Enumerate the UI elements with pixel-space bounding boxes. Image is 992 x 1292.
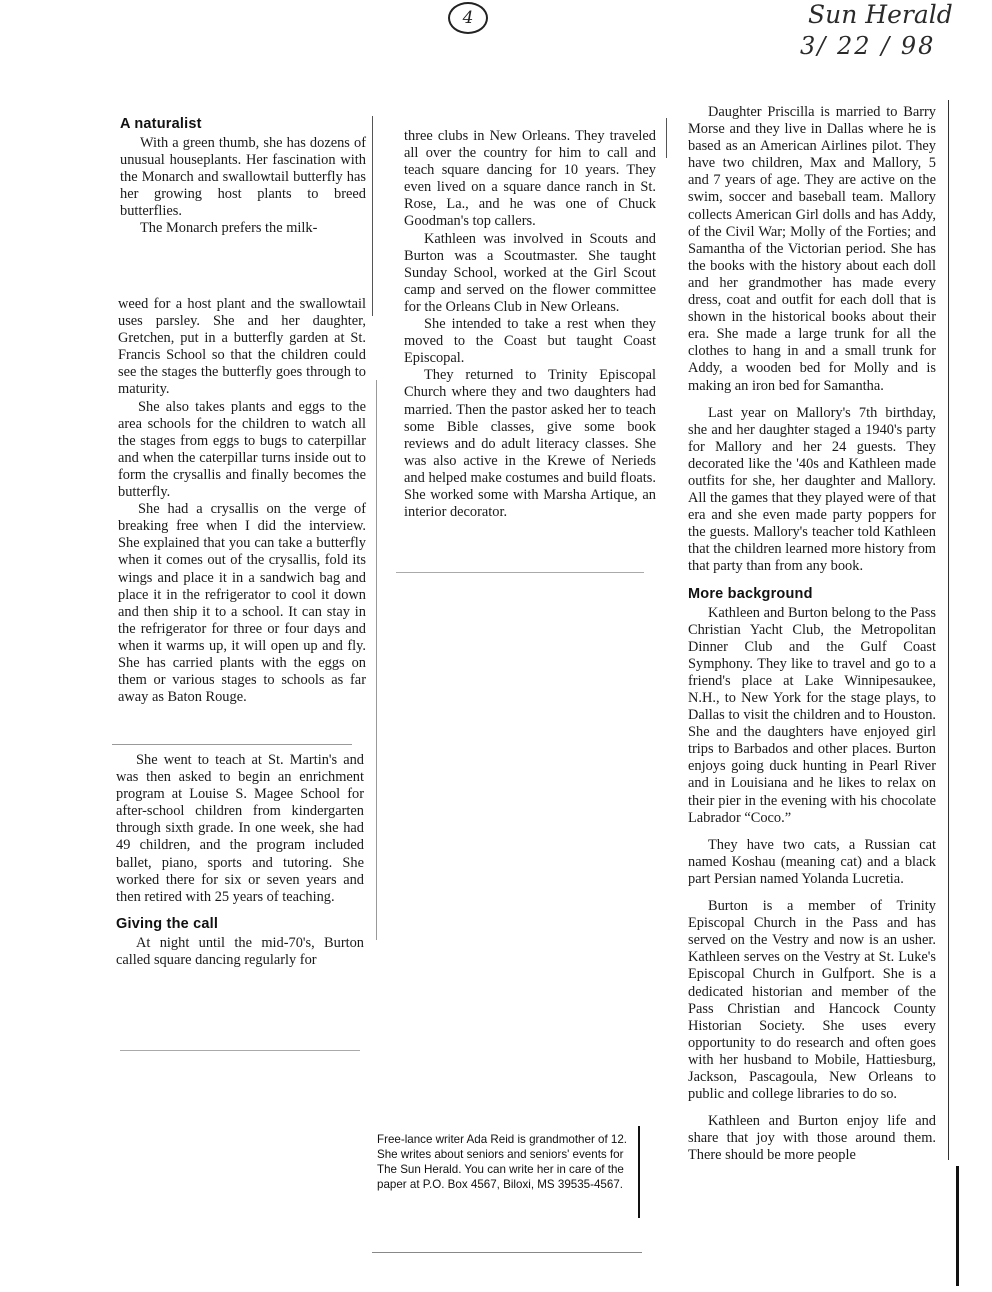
- column-1: [120, 116, 366, 238]
- column-1-continued: [118, 296, 366, 706]
- paragraph: Burton is a member of Trinity Episcopal Church in the Pass and has served on the Vestry and now is an usher. Kathleen serves on the Vestry at St. Luke's Episcopal Church in Gulfport. She is a dedicated historian and member of the Pass Christian and Hancock County Historian Society. She uses every opportunity to do research and often goes with her husband to Mobile, Hattiesburg, Jackson, Pascagoula, New Orleans to public and college libraries to do so.: [688, 898, 936, 1103]
- column-1-lower: [116, 752, 364, 969]
- paragraph: She also takes plants and eggs to the area schools for the children to watch all the stages from eggs to bugs to caterpillar and when the caterpillar turns inside out to form the crysallis and finally becomes the butterfly.: [118, 398, 366, 501]
- clipping-edge: [112, 744, 352, 745]
- paragraph: weed for a host plant and the swallowtail uses parsley. She and her daughter, Gretchen, put in a butterfly garden at St. Francis School so that the children could see the stages the butterfly goes through to maturity.: [118, 296, 366, 398]
- paragraph: She intended to take a rest when they moved to the Coast but taught Coast Episcopal.: [404, 316, 656, 367]
- page-number-circle: [448, 2, 488, 34]
- handwritten-date: 3/ 22 / 98: [800, 32, 936, 60]
- paragraph: She went to teach at St. Martin's and was then asked to begin an enrichment program at Louise S. Magee School for after-school children from kindergarten through sixth grade. In one week, she had 49 children, and the program included ballet, piano, sports and tutoring. She worked there for six or seven years and then retired with 25 years of teaching.: [116, 752, 364, 905]
- column-rule: [372, 116, 373, 316]
- column-3: [688, 104, 936, 1164]
- bio-rule: [638, 1126, 640, 1218]
- clipping-edge: [396, 572, 644, 573]
- paragraph: They have two cats, a Russian cat named Koshau (meaning cat) and a black part Persian named Yolanda Lucretia.: [688, 836, 936, 887]
- column-rule: [376, 380, 377, 940]
- clipping-edge: [120, 1050, 360, 1051]
- paragraph: Kathleen and Burton belong to the Pass Christian Yacht Club, the Metropolitan Dinner Club and the Gulf Coast Symphony. They like to travel and go to a friend's place at Lake Winnipesaukee, N.H., to New York for the stage plays, to Dallas to visit the children and to Houston. She and the daughters have enjoyed girl trips to Barbados and other places. Burton enjoys going duck hunting in Pearl River and in Louisiana and he likes to relax on their pier in the evening with his chocolate Labrador “Coco.”: [688, 604, 936, 826]
- column-rule: [948, 100, 949, 1160]
- paragraph: three clubs in New Orleans. They traveled all over the country for him to call and teach square dancing for 10 years. They even lived on a square dance ranch in St. Rose, La., and he was one of Chuck Goodman's top callers.: [404, 128, 656, 230]
- section-heading-naturalist: A naturalist: [120, 116, 202, 132]
- column-rule: [666, 118, 667, 158]
- paragraph: Kathleen and Burton enjoy life and share that joy with those around them. There should be more people: [688, 1113, 936, 1164]
- paragraph: She had a crysallis on the verge of breaking free when I did the interview. She explained that you can take a butterfly when it comes out of the crysallis, fold its wings and place it in a sandwich bag and place it in the refrigerator to cool it down and then ship it to a school. It can stay in the refrigerator for three or four days and when it warms up, it will open up and fly. She has carried plants with the eggs on them or various stages to schools as far away as Baton Rouge.: [118, 501, 366, 706]
- section-heading-giving-the-call: Giving the call: [116, 915, 219, 932]
- author-bio: Free-lance writer Ada Reid is grandmother of 12. She writes about seniors and seniors' events for The Sun Herald. You can write her in care of the paper at P.O. Box 4567, Biloxi, MS 39535-4567.: [377, 1133, 628, 1191]
- clipping-edge: [372, 1252, 642, 1253]
- page-number: 4: [462, 8, 474, 28]
- column-2: [404, 128, 656, 521]
- edge-bar: [956, 1166, 959, 1286]
- handwritten-source: Sun Herald: [808, 0, 953, 29]
- paragraph: They returned to Trinity Episcopal Church where they and two daughters had married. Then the pastor asked her to teach some Bible classes, give some book reviews and do adult literacy classes. She was also active in the Krewe of Nerieds and helped make costumes and build floats. She worked some with Marsha Artique, an interior decorator.: [404, 367, 656, 521]
- paragraph: At night until the mid-70's, Burton called square dancing regularly for: [116, 934, 364, 968]
- paragraph: Last year on Mallory's 7th birthday, she and her daughter staged a 1940's party for Mallory and her 24 guests. They decorated like the '40s and Kathleen made outfits for she, her daughter and Mallory. All the games that they played were of that era and she even made party poppers for the guests. Mallory's teacher told Kathleen that the children learned more history from that party than from any book.: [688, 404, 936, 575]
- paragraph: Kathleen was involved in Scouts and Burton was a Scoutmaster. She taught Sunday School, worked at the Girl Scout camp and served on the flower committee for the Orleans Club in New Orleans.: [404, 230, 656, 315]
- paragraph: Daughter Priscilla is married to Barry Morse and they live in Dallas where he is based as an American Airlines pilot. They have two children, Max and Mallory, 5 and 7 years of age. They are active on the swim, soccer and baseball team. Mallory collects American Girl dolls and has Addy, of the Civil War; Molly of the Forties; and Samantha of the Victorian period. She has the books with the history about each doll and her grandmother has made every dress, coat and outfit for each doll that is shown in the historical books about their era. She made a large trunk for all the clothes to hang in and a small trunk for Addy, a wooden bed for Molly and is making an iron bed for Samantha.: [688, 104, 936, 394]
- section-heading-more-background: More background: [688, 585, 813, 602]
- paragraph: The Monarch prefers the milk-: [140, 220, 318, 237]
- paragraph: With a green thumb, she has dozens of unusual houseplants. Her fascination with the Monarch and swallowtail butterfly has her growing host plants to breed butterflies.: [120, 135, 366, 220]
